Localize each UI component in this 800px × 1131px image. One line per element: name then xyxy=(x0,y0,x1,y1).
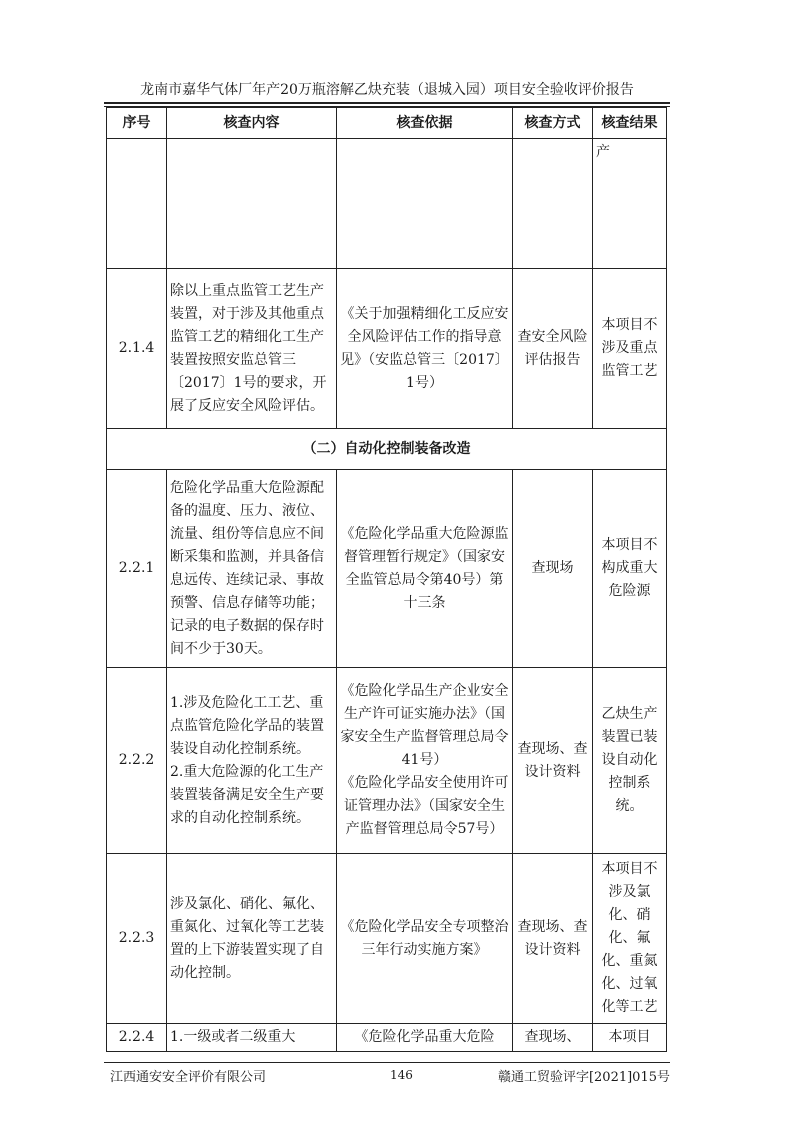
page-header-title: 龙南市嘉华气体厂年产20万瓶溶解乙炔充装（退城入园）项目安全验收评价报告 xyxy=(140,82,634,98)
column-header-result: 核查结果 xyxy=(593,108,667,139)
column-header-content: 核查内容 xyxy=(167,108,337,139)
cell-content xyxy=(167,668,337,854)
basis-line: 《危险化学品安全使用许可证管理办法》（国家安全生产监督管理总局令57号） xyxy=(340,775,509,837)
cell-no: 2.2.3 xyxy=(107,854,167,1024)
cell-no: 2.1.4 xyxy=(107,269,167,429)
table-row xyxy=(107,668,667,854)
basis-line: 《危险化学品生产企业安全生产许可证实施办法》（国家安全生产监督管理总局令41号） xyxy=(340,683,509,768)
column-header-basis: 核查依据 xyxy=(337,108,513,139)
cell-method: 查现场、查设计资料 xyxy=(513,854,593,1024)
cell-no: 2.2.1 xyxy=(107,470,167,668)
table-header-row xyxy=(107,108,667,139)
cell-content: 除以上重点监管工艺生产装置，对于涉及其他重点监管工艺的精细化工生产装置按照安监总管三〔2017〕1号的要求，开展了反应安全风险评估。 xyxy=(167,269,337,429)
cell-basis xyxy=(337,668,513,854)
cell-basis: 《危险化学品重大危险 xyxy=(337,1024,513,1052)
cell-basis: 《危险化学品重大危险源监督管理暂行规定》（国家安全监管总局令第40号）第十三条 xyxy=(337,470,513,668)
cell-result: 本项目不涉及氯化、硝化、氟化、重氮化、过氧化等工艺 xyxy=(593,854,667,1024)
page-number: 146 xyxy=(390,1068,413,1082)
content-line: 2.重大危险源的化工生产装置装备满足安全生产要求的自动化控制系统。 xyxy=(170,763,324,826)
cell-method: 查现场 xyxy=(513,470,593,668)
cell-content xyxy=(167,139,337,269)
cell-content: 1.一级或者二级重大 xyxy=(167,1024,337,1052)
cell-result: 本项目 xyxy=(593,1024,667,1052)
cell-no: 2.2.4 xyxy=(107,1024,167,1052)
column-header-no: 序号 xyxy=(107,108,167,139)
cell-result: 产 xyxy=(593,139,667,269)
cell-method: 查安全风险评估报告 xyxy=(513,269,593,429)
cell-content: 涉及氯化、硝化、氟化、重氮化、过氧化等工艺装置的上下游装置实现了自动化控制。 xyxy=(167,854,337,1024)
footer-company: 江西通安安全评价有限公司 xyxy=(110,1070,267,1085)
section-title: （二）自动化控制装备改造 xyxy=(107,429,667,470)
table-row xyxy=(107,1024,667,1052)
column-header-method: 核查方式 xyxy=(513,108,593,139)
cell-no xyxy=(107,139,167,269)
cell-method xyxy=(513,139,593,269)
section-row xyxy=(107,429,667,470)
table-row-continuation xyxy=(107,139,667,269)
cell-result: 乙炔生产装置已装设自动化控制系统。 xyxy=(593,668,667,854)
inspection-table xyxy=(106,107,667,1052)
content-line: 1.涉及危险化工工艺、重点监管危险化学品的装置装设自动化控制系统。 xyxy=(170,694,324,757)
table-row xyxy=(107,854,667,1024)
cell-method: 查现场、 xyxy=(513,1024,593,1052)
footer-doc-number: 赣通工贸验评字[2021]015号 xyxy=(497,1070,670,1085)
table-row xyxy=(107,269,667,429)
cell-no: 2.2.2 xyxy=(107,668,167,854)
footer-rule xyxy=(104,1062,670,1063)
cell-result: 本项目不构成重大危险源 xyxy=(593,470,667,668)
cell-basis: 《关于加强精细化工反应安全风险评估工作的指导意见》（安监总管三〔2017〕1号） xyxy=(337,269,513,429)
cell-basis xyxy=(337,139,513,269)
cell-basis: 《危险化学品安全专项整治三年行动实施方案》 xyxy=(337,854,513,1024)
cell-result: 本项目不涉及重点监管工艺 xyxy=(593,269,667,429)
header-rule xyxy=(104,102,670,104)
cell-method: 查现场、查设计资料 xyxy=(513,668,593,854)
table-row xyxy=(107,470,667,668)
cell-content: 危险化学品重大危险源配备的温度、压力、液位、流量、组份等信息应不间断采集和监测，并具备信息远传、连续记录、事故预警、信息存储等功能；记录的电子数据的保存时间不少于30天。 xyxy=(167,470,337,668)
